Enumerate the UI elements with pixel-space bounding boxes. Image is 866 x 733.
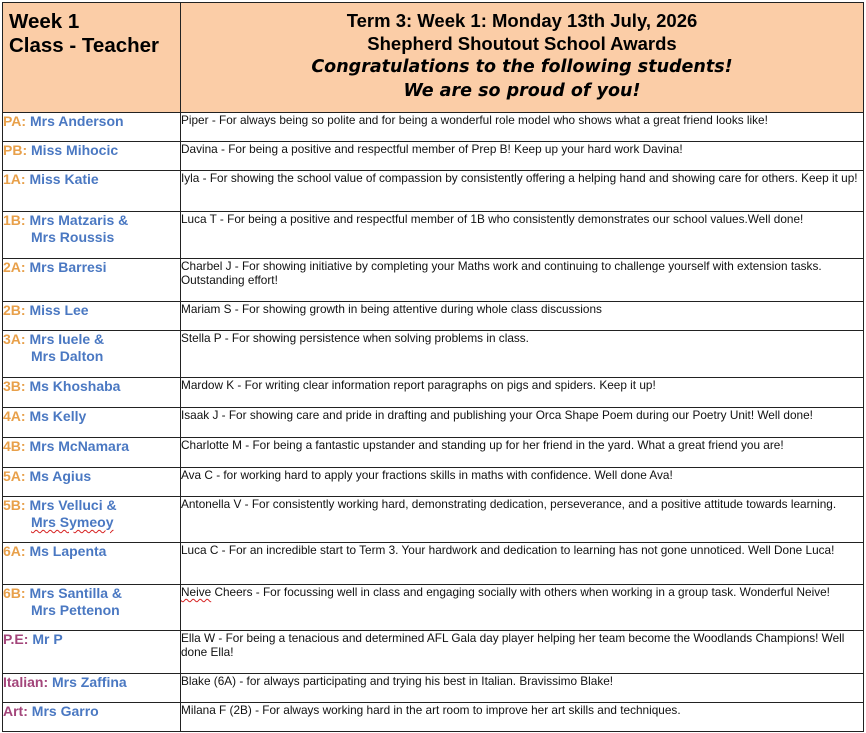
award-message: Piper - For always being so polite and for being a wonderful role model who shows what a great friend looks like!	[181, 113, 864, 142]
table-row	[3, 497, 864, 543]
teacher-name: Ms Kelly	[29, 408, 87, 424]
class-teacher-cell	[3, 259, 181, 302]
award-message: Neive Cheers - For focussing well in class and engaging socially with others when working in a group task. Wonderful Neive!	[181, 585, 864, 631]
award-message: Luca T - For being a positive and respectful member of 1B who consistently demonstrates our school values.Well done!	[181, 212, 864, 259]
table-row	[3, 585, 864, 631]
header-week: Week 1	[9, 10, 80, 33]
teacher-name: Ms Lapenta	[29, 543, 107, 559]
class-teacher-cell	[3, 142, 181, 171]
award-message: Charlotte M - For being a fantastic upstander and standing up for her friend in the yard. What a great friend you are!	[181, 438, 864, 468]
class-teacher-cell	[3, 543, 181, 585]
teacher-name: Mrs McNamara	[29, 438, 130, 454]
class-teacher-cell	[3, 674, 181, 703]
class-teacher-cell	[3, 468, 181, 497]
award-message: Isaak J - For showing care and pride in drafting and publishing your Orca Shape Poem during our Poetry Unit! Well done!	[181, 408, 864, 438]
teacher-name: Mrs Santilla &	[29, 585, 123, 601]
class-teacher-cell	[3, 113, 181, 142]
award-message: Davina - For being a positive and respectful member of Prep B! Keep up your hard work Davina!	[181, 142, 864, 171]
class-code: 5A:	[3, 468, 26, 484]
teacher-name: Mrs Velluci &	[29, 497, 117, 513]
class-code: 2B:	[3, 302, 26, 318]
class-code: 4B:	[3, 438, 26, 454]
header-left-cell	[3, 3, 181, 113]
teacher-name-second: Mrs Dalton	[31, 348, 104, 364]
header-proud: We are so proud of you!	[403, 81, 641, 101]
header-award-name: Shepherd Shoutout School Awards	[367, 33, 677, 54]
award-message: Luca C - For an incredible start to Term 3. Your hardwork and dedication to learning has not gone unnoticed. Well Done Luca!	[181, 543, 864, 585]
class-code: Art:	[3, 703, 28, 719]
award-message: Blake (6A) - for always participating and trying his best in Italian. Bravissimo Blake!	[181, 674, 864, 703]
table-row	[3, 212, 864, 259]
header-date: Term 3: Week 1: Monday 13th July, 2026	[346, 10, 698, 31]
class-teacher-cell	[3, 408, 181, 438]
class-code: Italian:	[3, 674, 49, 690]
table-row	[3, 674, 864, 703]
table-row	[3, 438, 864, 468]
teacher-name-second: Mrs Symeoy	[31, 514, 114, 530]
table-row	[3, 378, 864, 408]
class-code: 6B:	[3, 585, 26, 601]
class-teacher-cell	[3, 703, 181, 732]
teacher-name: Mrs Matzaris &	[29, 212, 129, 228]
award-message: Mariam S - For showing growth in being attentive during whole class discussions	[181, 302, 864, 331]
table-row	[3, 302, 864, 331]
class-code: 6A:	[3, 543, 26, 559]
table-row	[3, 631, 864, 674]
class-code: PA:	[3, 113, 27, 129]
class-teacher-cell	[3, 171, 181, 212]
awards-table	[2, 2, 864, 732]
award-message: Ella W - For being a tenacious and determined AFL Gala day player helping her team become the Woodlands Champions! Well done Ella!	[181, 631, 864, 674]
class-teacher-cell	[3, 438, 181, 468]
table-row	[3, 142, 864, 171]
class-code: 1B:	[3, 212, 26, 228]
teacher-name: Mrs Barresi	[29, 259, 107, 275]
header-title-cell	[181, 3, 864, 113]
teacher-name: Mr P	[32, 631, 63, 647]
award-message: Milana F (2B) - For always working hard in the art room to improve her art skills and techniques.	[181, 703, 864, 732]
class-teacher-cell	[3, 331, 181, 378]
class-code: 2A:	[3, 259, 26, 275]
award-message: Iyla - For showing the school value of compassion by consistently offering a helping hand and showing care for others. Keep it up!	[181, 171, 864, 212]
award-message: Antonella V - For consistently working hard, demonstrating dedication, perseverance, and a positive attitude towards learning.	[181, 497, 864, 543]
class-teacher-cell	[3, 378, 181, 408]
teacher-name: Miss Lee	[29, 302, 89, 318]
class-code: 5B:	[3, 497, 26, 513]
teacher-name: Mrs Anderson	[29, 113, 124, 129]
class-code: 4A:	[3, 408, 26, 424]
class-code: P.E:	[3, 631, 29, 647]
award-message: Ava C - for working hard to apply your fractions skills in maths with confidence. Well done Ava!	[181, 468, 864, 497]
class-teacher-cell	[3, 497, 181, 543]
teacher-name: Mrs Iuele &	[29, 331, 105, 347]
class-code: 3A:	[3, 331, 26, 347]
class-teacher-cell	[3, 585, 181, 631]
header-congrats: Congratulations to the following students!	[311, 57, 733, 77]
table-row	[3, 468, 864, 497]
award-message: Charbel J - For showing initiative by completing your Maths work and continuing to challenge yourself with extension tasks. Outstanding effort!	[181, 259, 864, 302]
teacher-name: Mrs Zaffina	[52, 674, 127, 690]
class-teacher-cell	[3, 631, 181, 674]
class-code: PB:	[3, 142, 28, 158]
teacher-name: Miss Katie	[29, 171, 99, 187]
teacher-name-second: Mrs Pettenon	[31, 602, 120, 618]
table-row	[3, 543, 864, 585]
table-row	[3, 331, 864, 378]
class-code: 3B:	[3, 378, 26, 394]
teacher-name: Ms Agius	[29, 468, 92, 484]
teacher-name: Mrs Garro	[31, 703, 99, 719]
header-class-teacher: Class - Teacher	[9, 34, 160, 57]
class-teacher-cell	[3, 302, 181, 331]
award-message: Stella P - For showing persistence when solving problems in class.	[181, 331, 864, 378]
teacher-name: Miss Mihocic	[31, 142, 119, 158]
class-code: 1A:	[3, 171, 26, 187]
award-message: Mardow K - For writing clear information report paragraphs on pigs and spiders. Keep it up!	[181, 378, 864, 408]
table-row	[3, 171, 864, 212]
award-rows	[3, 113, 864, 732]
header-row	[3, 3, 864, 113]
table-row	[3, 408, 864, 438]
table-row	[3, 113, 864, 142]
teacher-name: Ms Khoshaba	[29, 378, 121, 394]
table-row	[3, 703, 864, 732]
teacher-name-second: Mrs Roussis	[31, 229, 115, 245]
class-teacher-cell	[3, 212, 181, 259]
table-row	[3, 259, 864, 302]
